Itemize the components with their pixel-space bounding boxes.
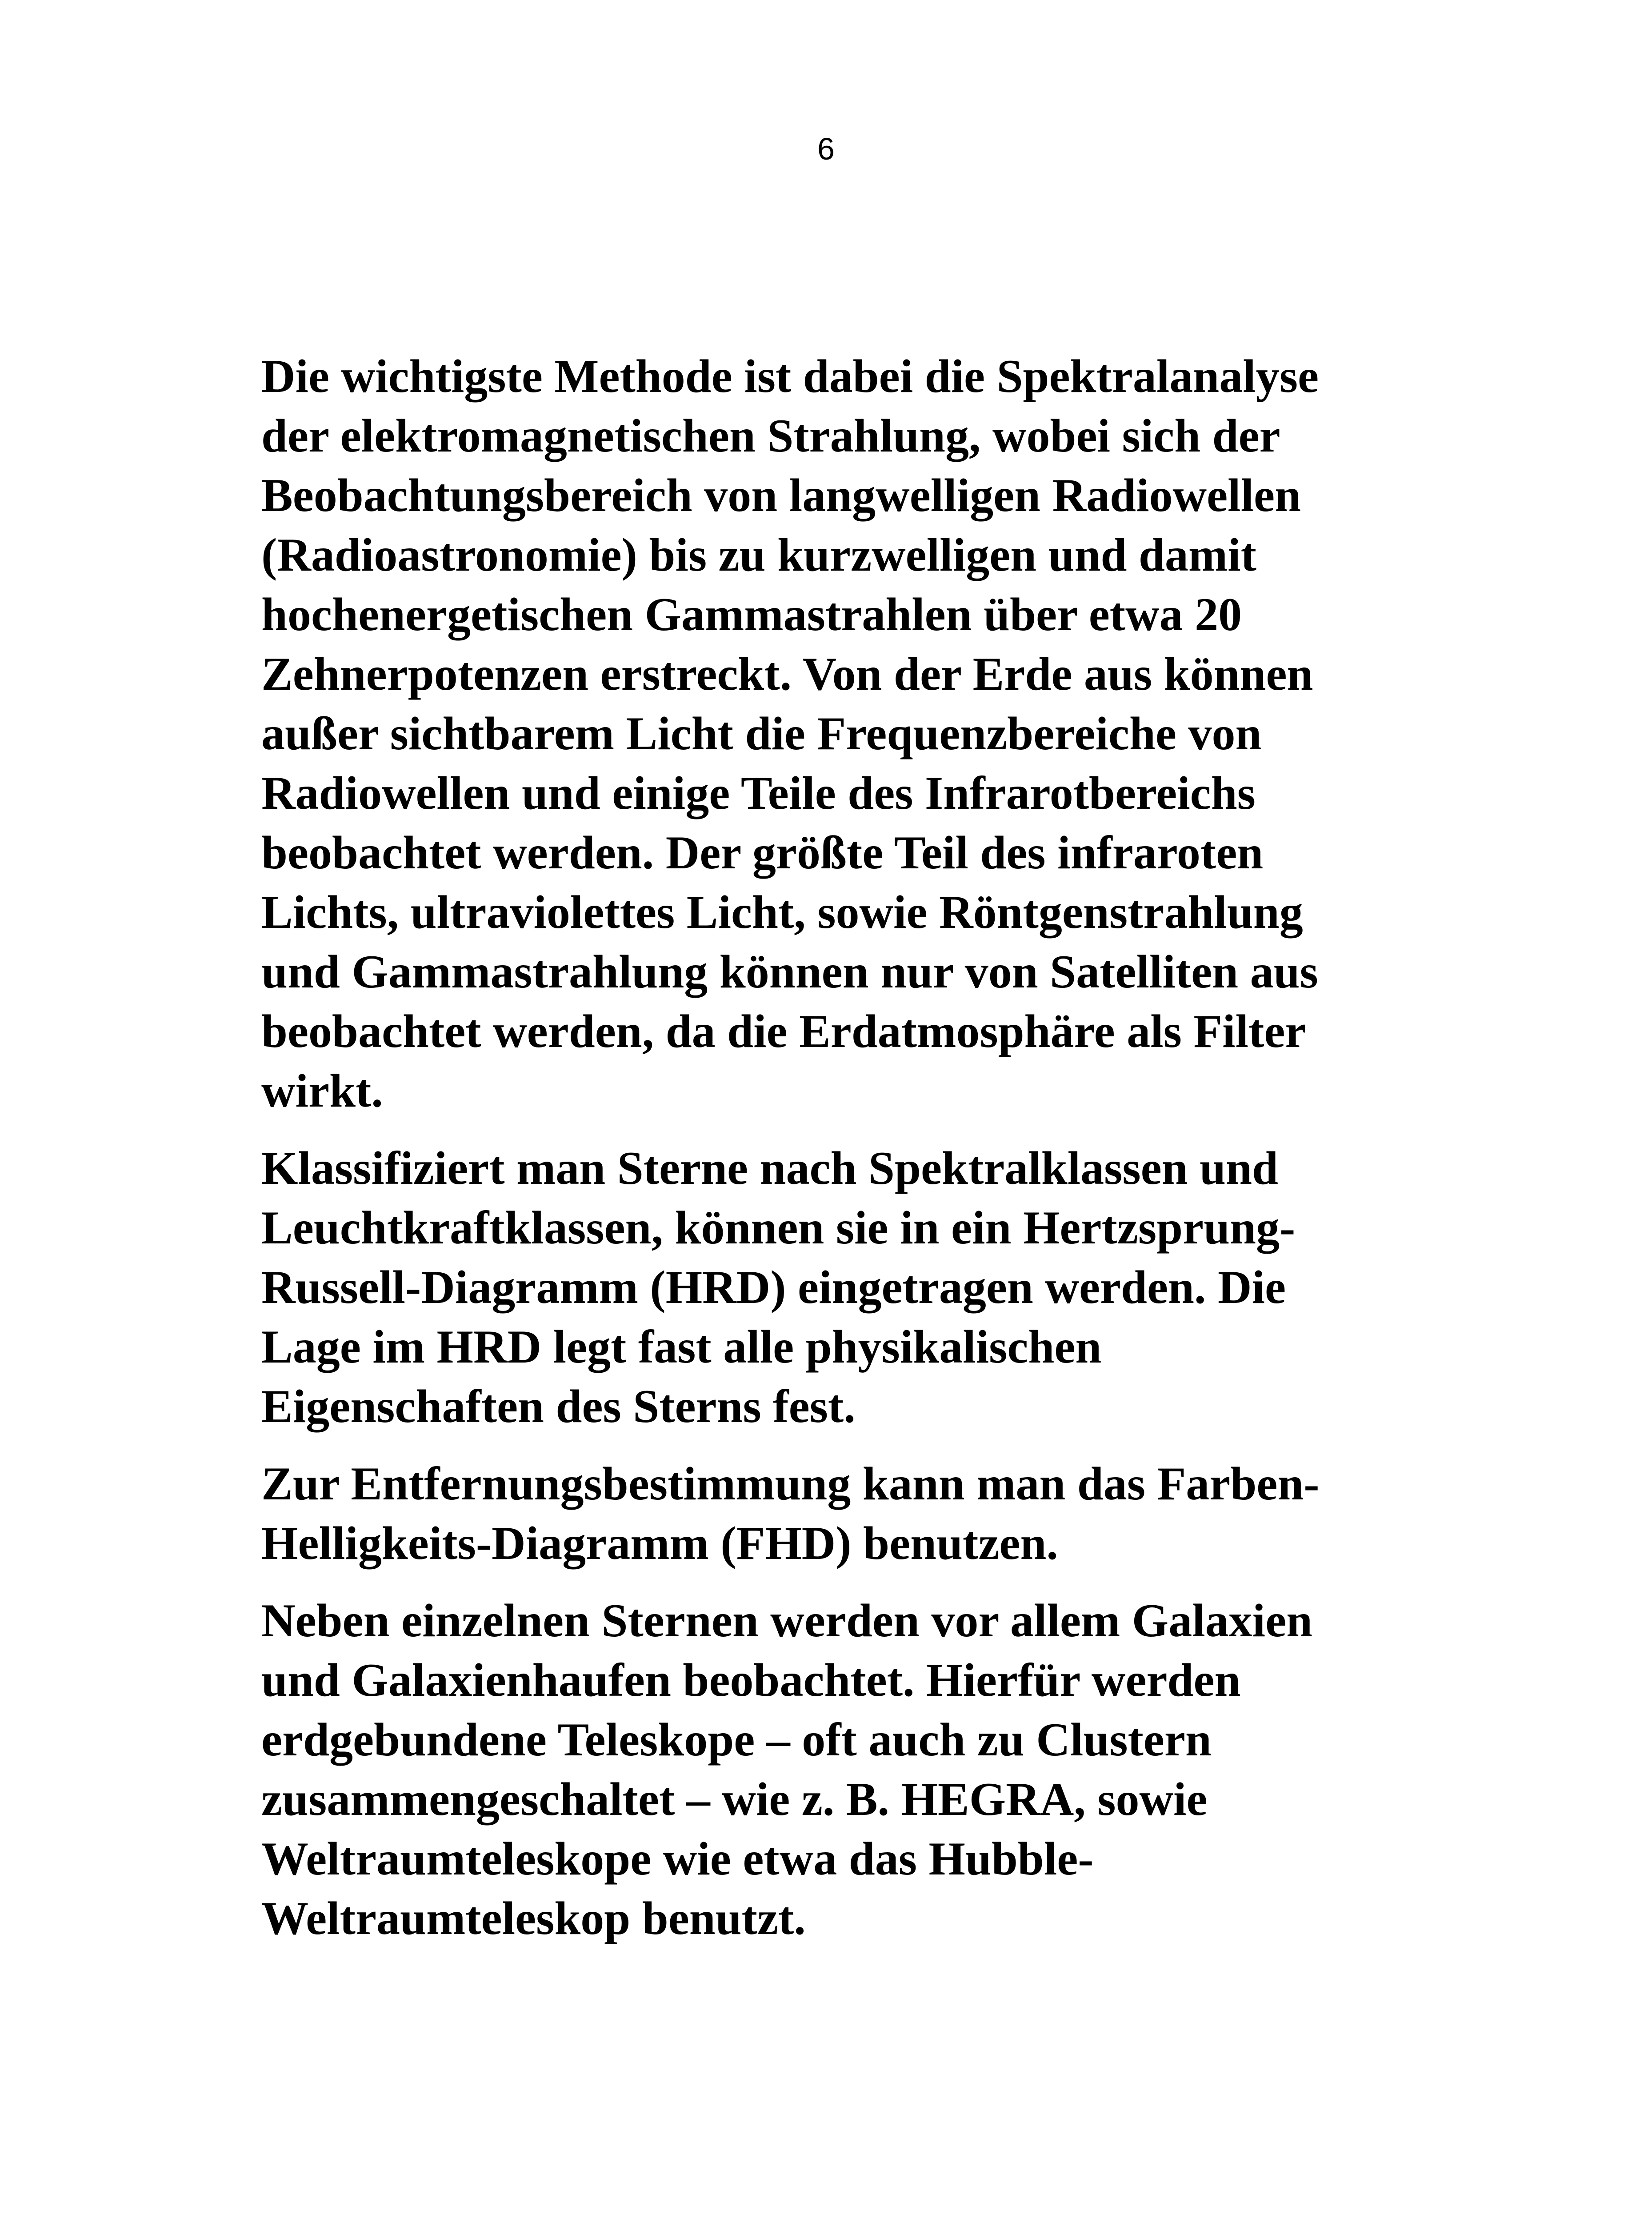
text-line: Weltraumteleskope wie etwa das Hubble- (261, 1833, 1094, 1885)
text-line: Radiowellen und einige Teile des Infrarotbereichs (261, 767, 1256, 819)
text-line: wirkt. (261, 1065, 383, 1117)
text-line: Beobachtungsbereich von langwelligen Radiowellen (261, 469, 1301, 521)
text-line: zusammengeschaltet – wie z. B. HEGRA, sowie (261, 1773, 1208, 1825)
text-line: der elektromagnetischen Strahlung, wobei sich der (261, 410, 1280, 462)
text-line: erdgebundene Teleskope – oft auch zu Clustern (261, 1714, 1212, 1766)
paragraph-spectral-analysis (261, 347, 1372, 1121)
text-line: und Gammastrahlung können nur von Satelliten aus (261, 946, 1318, 998)
text-line: beobachtet werden, da die Erdatmosphäre als Filter (261, 1005, 1306, 1057)
text-line: Zur Entfernungsbestimmung kann man das Farben- (261, 1458, 1320, 1510)
text-line: beobachtet werden. Der größte Teil des infraroten (261, 827, 1264, 879)
text-line: und Galaxienhaufen beobachtet. Hierfür werden (261, 1654, 1241, 1706)
text-line: (Radioastronomie) bis zu kurzwelligen und damit (261, 529, 1256, 581)
paragraph-hrd (261, 1139, 1372, 1436)
paragraph-fhd (261, 1454, 1372, 1573)
text-line: Lichts, ultraviolettes Licht, sowie Röntgenstrahlung (261, 886, 1303, 938)
text-line: Lage im HRD legt fast alle physikalischen (261, 1321, 1102, 1373)
text-line: Russell-Diagramm (HRD) eingetragen werden. Die (261, 1261, 1286, 1313)
text-line: Helligkeits-Diagramm (FHD) benutzen. (261, 1517, 1058, 1569)
text-line: Klassifiziert man Sterne nach Spektralklassen und (261, 1142, 1279, 1194)
text-line: Eigenschaften des Sterns fest. (261, 1380, 856, 1432)
body-text (261, 347, 1372, 1966)
text-line: Die wichtigste Methode ist dabei die Spektralanalyse (261, 350, 1319, 402)
text-line: Zehnerpotenzen erstreckt. Von der Erde aus können (261, 648, 1313, 700)
text-line: Leuchtkraftklassen, können sie in ein Hertzsprung- (261, 1202, 1296, 1254)
text-line: außer sichtbarem Licht die Frequenzbereiche von (261, 707, 1262, 759)
text-line: Neben einzelnen Sternen werden vor allem Galaxien (261, 1595, 1313, 1647)
page-number: 6 (817, 132, 835, 166)
paragraph-galaxies (261, 1591, 1372, 1948)
text-line: hochenergetischen Gammastrahlen über etwa 20 (261, 588, 1242, 640)
text-line: Weltraumteleskop benutzt. (261, 1892, 806, 1944)
